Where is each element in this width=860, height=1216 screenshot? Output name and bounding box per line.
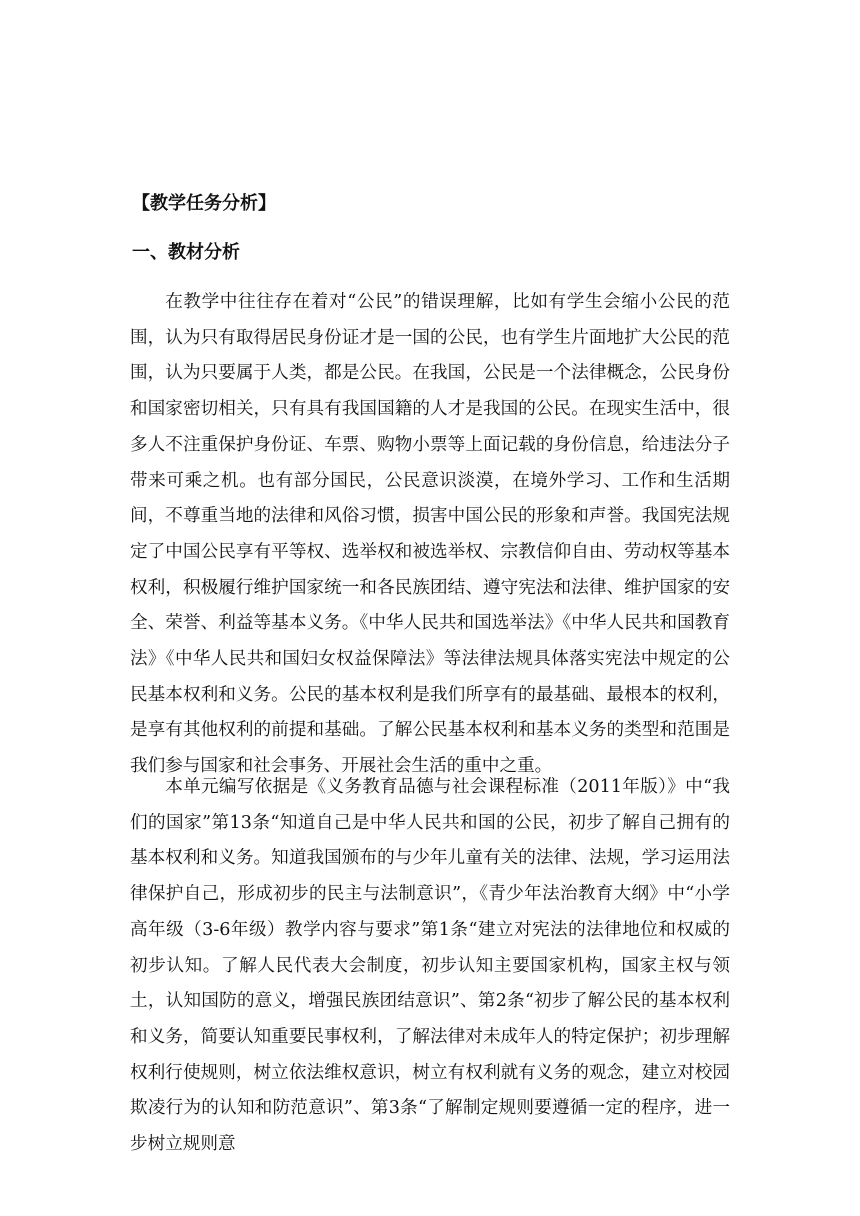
section-title: 【教学任务分析】 (132, 193, 276, 214)
subsection-title: 一、教材分析 (132, 242, 240, 263)
body-paragraph: 本单元编写依据是《义务教育品德与社会课程标准（2011年版）》中“我们的国家”第13条“知道自己是中华人民共和国的公民，初步了解自己拥有的基本权利和义务。知道我国颁布的与少年儿童有关的法律、法规，学习运用法律保护自己，形成初步的民主与法制意识”，《青少年法治教育大纲》中“小学高年级（3-6年级）教学内容与要求”第1条“建立对宪法的法律地位和权威的初步认知。了解人民代表大会制度，初步认知主要国家机构，国家主权与领土，认知国防的意义，增强民族团结意识”、第2条“初步了解公民的基本权利和义务，简要认知重要民事权利，了解法律对未成年人的特定保护；初步理解权利行使规则，树立依法维权意识，树立有权利就有义务的观念，建立对校园欺凌行为的认知和防范意识”、第3条“了解制定规则要遵循一定的程序，进一步树立规则意 (130, 777, 730, 1155)
body-paragraph: 在教学中往往存在着对“公民”的错误理解，比如有学生会缩小公民的范围，认为只有取得居民身份证才是一国的公民，也有学生片面地扩大公民的范围，认为只要属于人类，都是公民。在我国，公民是一个法律概念，公民身份和国家密切相关，只有具有我国国籍的人才是我国的公民。在现实生活中，很多人不注重保护身份证、车票、购物小票等上面记载的身份信息，给违法分子带来可乘之机。也有部分国民，公民意识淡漠，在境外学习、工作和生活期间，不尊重当地的法律和风俗习惯，损害中国公民的形象和声誉。我国宪法规定了中国公民享有平等权、选举权和被选举权、宗教信仰自由、劳动权等基本权利，积极履行维护国家统一和各民族团结、遵守宪法和法律、维护国家的安全、荣誉、利益等基本义务。《中华人民共和国选举法》《中华人民共和国教育法》《中华人民共和国妇女权益保障法》等法律法规具体落实宪法中规定的公民基本权利和义务。公民的基本权利是我们所享有的最基础、最根本的权利，是享有其他权利的前提和基础。了解公民基本权利和基本义务的类型和范围是我们参与国家和社会事务、开展社会生活的重中之重。 (130, 292, 730, 777)
